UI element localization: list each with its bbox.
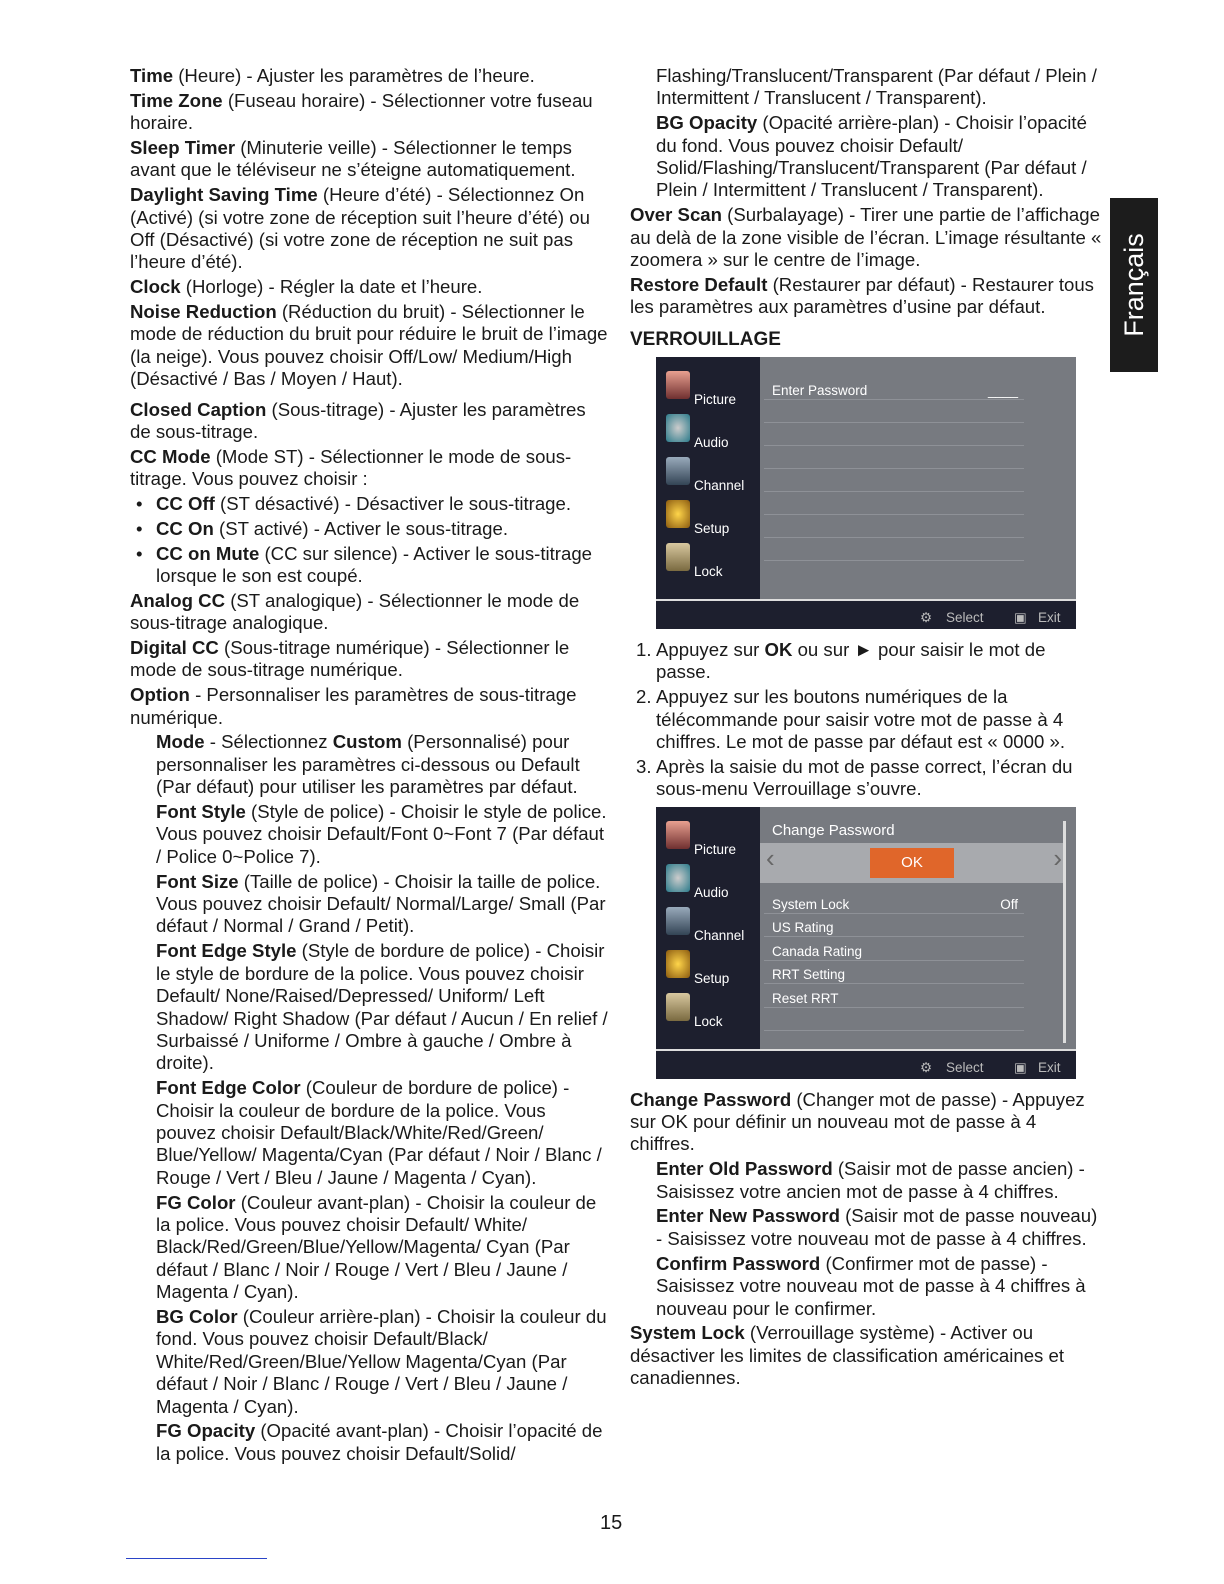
description: Appuyez sur <box>656 639 765 661</box>
term: BG Color <box>156 1305 238 1327</box>
channel-icon <box>666 907 690 935</box>
picture-icon <box>666 371 690 399</box>
description: (Verrouillage système) - Activer ou désactiver les limites de classification américaines et canadiennes. <box>630 1322 1065 1389</box>
paragraph <box>130 801 608 868</box>
exit-icon: ▣ <box>1014 610 1027 626</box>
menu-item-lock[interactable] <box>664 543 760 583</box>
paragraph <box>130 90 608 135</box>
description: Après la saisie du mot de passe correct, l’écran du sous-menu Verrouillage s’ouvre. <box>656 755 1073 800</box>
menu-item-label: Setup <box>694 521 730 537</box>
description: (Saisir mot de passe ancien) -Saisissez votre ancien mot de passe à 4 chiffres. <box>656 1158 1085 1202</box>
menu-row-empty <box>764 400 1024 423</box>
row-label: Reset RRT <box>772 990 839 1006</box>
menu-footer <box>656 599 1076 629</box>
menu-item-label: Setup <box>694 970 730 986</box>
menu-sidebar <box>656 357 760 600</box>
paragraph <box>130 493 608 515</box>
menu-row-empty <box>764 492 1024 515</box>
paragraph <box>630 686 1102 753</box>
description: (Opacité avant-plan) - Choisir l’opacité de la police. Vous pouvez choisir Default/Solid/ <box>156 1420 603 1464</box>
term: CC on Mute <box>156 542 260 564</box>
paragraph <box>130 871 608 938</box>
paragraph <box>630 1158 1102 1203</box>
description: Appuyez sur les boutons numériques de la télécommande pour saisir votre mot de passe à 4 chiffres. Le mot de passe par défaut est « 0000 ». <box>656 686 1065 753</box>
description: (Style de bordure de police) - Choisir le style de bordure de la police. Vous pouvez choisir Default/ None/Raised/Depressed/ Uniform/ Left Shadow/ Right Shadow (Par défaut / Aucun / En relief / Surbaissé / Uniforme / Ombre à gauche / Ombre à droite). <box>156 940 608 1074</box>
select-icon: ⚙ <box>920 1059 933 1075</box>
left-column <box>130 65 608 1468</box>
term: System Lock <box>630 1322 745 1344</box>
lock-icon <box>666 543 690 571</box>
description: (Taille de police) - Choisir la taille de police. Vous pouvez choisir Default/ Normal/Large/ Small (Par défaut / Normal / Grand / Petit). <box>156 870 606 937</box>
description: (Confirmer mot de passe) - Saisissez votre nouveau mot de passe à 4 chiffres à nouveau pour le confirmer. <box>656 1252 1086 1319</box>
description: (Style de police) - Choisir le style de police. Vous pouvez choisir Default/Font 0~Font 7 (Par défaut / Police 0~Police 7). <box>156 801 607 867</box>
menu-row[interactable] <box>764 914 1024 937</box>
term: OK <box>764 639 793 661</box>
term: FG Opacity <box>156 1420 256 1442</box>
paragraph <box>130 184 608 274</box>
menu-item-label: Picture <box>694 392 737 408</box>
paragraph <box>630 1089 1102 1156</box>
term: Font Style <box>156 801 246 823</box>
description: (ST analogique) - Sélectionner le mode de sous-titrage analogique. <box>130 589 580 634</box>
term: Analog CC <box>130 589 226 611</box>
description: - Sélectionnez <box>204 731 333 753</box>
paragraph <box>130 446 608 491</box>
description: - Personnaliser les paramètres de sous-titrage numérique. <box>130 684 577 728</box>
language-label: Français <box>1118 233 1149 337</box>
term: Daylight Saving Time <box>130 184 318 206</box>
description: (Fuseau horaire) - Sélectionner votre fuseau horaire. <box>130 89 593 134</box>
menu-row[interactable] <box>764 891 1024 914</box>
chevron-right-icon[interactable]: › <box>1053 842 1062 873</box>
paragraph <box>630 1253 1102 1320</box>
description: (CC sur silence) - Activer le sous-titrage lorsque le son est coupé. <box>156 542 593 587</box>
menu-row-empty <box>764 423 1024 446</box>
paragraph <box>130 1306 608 1418</box>
menu-row-empty <box>764 1008 1024 1031</box>
lock-icon <box>666 993 690 1021</box>
menu-item-label: Picture <box>694 841 737 857</box>
paragraph <box>630 112 1102 202</box>
term: Change Password <box>630 1088 792 1110</box>
menu-item-setup[interactable] <box>664 500 760 540</box>
description: (Couleur arrière-plan) - Choisir la couleur du fond. Vous pouvez choisir Default/Black/ White/Red/Green/Blue/Yellow Magenta/Cyan (Par défaut / Noir / Blanc / Rouge / Vert / Bleu / Jaune / Magenta / Cyan). <box>156 1305 607 1417</box>
term: Time <box>130 65 174 86</box>
step-number: 1. <box>636 639 652 661</box>
menu-footer <box>656 1049 1076 1079</box>
description: (Minuterie veille) - Sélectionner le temps avant que le téléviseur ne s’éteigne automatiquement. <box>130 137 576 181</box>
exit-hint: Exit <box>1038 1059 1061 1075</box>
row-label: US Rating <box>772 920 834 936</box>
term: Confirm Password <box>656 1252 821 1274</box>
menu-item-label: Channel <box>694 927 745 943</box>
description: (Personnalisé) pour personnaliser les paramètres ci-dessous ou Default (Par défaut) pour utiliser les paramètres par défaut. <box>156 731 580 798</box>
password-input[interactable]: ____ <box>987 383 1018 399</box>
menu-item-label: Audio <box>694 884 729 900</box>
term: Sleep Timer <box>130 137 236 158</box>
term: Font Edge Color <box>156 1077 301 1099</box>
step-number: 2. <box>636 686 652 708</box>
menu-item-channel[interactable] <box>664 907 760 947</box>
paragraph <box>130 301 608 391</box>
term: BG Opacity <box>656 112 758 134</box>
right-column <box>630 65 1102 1392</box>
paragraph <box>130 1420 608 1465</box>
term: CC Off <box>156 493 215 515</box>
term: Mode <box>156 731 205 753</box>
description: (Horloge) - Régler la date et l’heure. <box>180 276 483 298</box>
term: Time Zone <box>130 89 223 111</box>
menu-sidebar <box>656 807 760 1050</box>
description: (Heure d’été) - Sélectionnez On (Activé) (si votre zone de réception suit l’heure d’été) ou Off (Désactivé) (si votre zone de réception ne suit pas l’heure d’été). <box>130 184 590 273</box>
term: Enter Old Password <box>656 1158 833 1180</box>
menu-item-label: Lock <box>694 1013 723 1029</box>
ok-button[interactable]: OK <box>870 848 954 878</box>
page-number: 15 <box>600 1512 623 1534</box>
paragraph <box>630 639 1102 684</box>
exit-hint: Exit <box>1038 610 1061 626</box>
menu-row-empty <box>764 446 1024 469</box>
description: (Mode ST) - Sélectionner le mode de sous-titrage. Vous pouvez choisir : <box>130 445 572 490</box>
description: (Réduction du bruit) - Sélectionner le mode de réduction du bruit pour réduire le bruit de l’image (la neige). Vous pouvez choisir Off/Low/ Medium/High (Désactivé / Bas / Moyen / Haut). <box>130 301 608 390</box>
term: Font Size <box>156 870 239 892</box>
paragraph <box>130 137 608 182</box>
paragraph <box>130 276 608 298</box>
select-hint: Select <box>946 610 984 626</box>
row-label: System Lock <box>772 896 850 912</box>
paragraph <box>130 940 608 1074</box>
lock-password-screen <box>656 357 1076 629</box>
audio-icon <box>666 414 690 442</box>
select-hint: Select <box>946 1059 984 1075</box>
description: Flashing/Translucent/Transparent (Par défaut / Plein / Intermittent / Translucent / Transparent). <box>656 65 1097 109</box>
exit-icon: ▣ <box>1014 1059 1027 1075</box>
section-heading: VERROUILLAGE <box>630 328 781 350</box>
term: Option <box>130 684 190 706</box>
paragraph <box>130 1192 608 1304</box>
term: FG Color <box>156 1191 236 1213</box>
menu-row[interactable] <box>764 985 1024 1008</box>
menu-item-label: Audio <box>694 435 729 451</box>
term: Enter New Password <box>656 1205 840 1227</box>
paragraph <box>130 590 608 635</box>
description: (Surbalayage) - Tirer une partie de l’affichage au delà de la zone visible de l’écran. L’image résultante « zoomera » sur le centre de l’image. <box>630 204 1102 271</box>
menu-item-lock[interactable] <box>664 993 760 1033</box>
paragraph <box>630 756 1102 801</box>
description: (Restaurer par défaut) - Restaurer tous les paramètres aux paramètres d’usine par défaut. <box>630 273 1094 318</box>
menu-row-empty <box>764 538 1024 561</box>
description: (Changer mot de passe) - Appuyez sur OK pour définir un nouveau mot de passe à 4 chiffres. <box>630 1088 1085 1155</box>
term: Over Scan <box>630 204 722 226</box>
picture-icon <box>666 821 690 849</box>
term: Clock <box>130 276 181 298</box>
menu-row[interactable] <box>764 938 1024 961</box>
term: Noise Reduction <box>130 301 277 323</box>
paragraph <box>630 1322 1102 1389</box>
setup-icon <box>666 500 690 528</box>
description: (Heure) - Ajuster les paramètres de l’heure. <box>173 65 535 86</box>
paragraph <box>630 204 1102 271</box>
step-number: 3. <box>636 755 652 777</box>
description: (Couleur de bordure de police) - Choisir la couleur de bordure de la police. Vous pouvez choisir Default/Black/White/Red/Green/ Blue/Yellow/ Magenta/Cyan (Par défaut / Noir / Blanc / Rouge / Vert / Bleu / Jaune / Magenta / Cyan). <box>156 1077 602 1188</box>
paragraph <box>130 543 608 588</box>
row-label: RRT Setting <box>772 967 846 983</box>
menu-item-label: Lock <box>694 564 723 580</box>
term: CC Mode <box>130 445 211 467</box>
term: Closed Caption <box>130 398 267 420</box>
setup-icon <box>666 950 690 978</box>
menu-item-channel[interactable] <box>664 457 760 497</box>
change-password-label: Change Password <box>772 821 895 839</box>
channel-icon <box>666 457 690 485</box>
description: (Saisir mot de passe nouveau) - Saisissez votre nouveau mot de passe à 4 chiffres. <box>656 1205 1098 1249</box>
description: (Sous-titrage) - Ajuster les paramètres de sous-titrage. <box>130 398 586 443</box>
enter-password-label: Enter Password <box>772 383 868 399</box>
description: (ST désactivé) - Désactiver le sous-titrage. <box>214 493 572 515</box>
audio-icon <box>666 864 690 892</box>
divider <box>126 1558 267 1559</box>
term: Font Edge Style <box>156 940 297 962</box>
description: (Opacité arrière-plan) - Choisir l’opacité du fond. Vous pouvez choisir Default/ Solid/Flashing/Translucent/Transparent (Par défaut / Plein / Intermittent / Translucent / Transparent). <box>656 112 1087 201</box>
paragraph <box>130 518 608 540</box>
term: Custom <box>332 731 402 753</box>
row-label: Canada Rating <box>772 943 863 959</box>
paragraph <box>130 399 608 444</box>
row-value: Off <box>1000 896 1018 912</box>
description: (Sous-titrage numérique) - Sélectionner le mode de sous-titrage numérique. <box>130 637 570 681</box>
term: CC On <box>156 517 214 539</box>
description: (Couleur avant-plan) - Choisir la couleur de la police. Vous pouvez choisir Default/ White/ Black/Red/Green/Blue/Yellow/Magenta/ Cyan (Par défaut / Blanc / Noir / Rouge / Vert / Bleu / Jaune / Magenta / Cyan). <box>156 1191 597 1303</box>
change-password-row[interactable] <box>760 843 1066 883</box>
paragraph <box>130 1077 608 1189</box>
menu-item-setup[interactable] <box>664 950 760 990</box>
menu-item-audio[interactable] <box>664 864 760 904</box>
language-tab <box>1110 198 1158 372</box>
term: Restore Default <box>630 273 768 295</box>
term: Digital CC <box>130 637 219 659</box>
select-icon: ⚙ <box>920 610 933 626</box>
menu-item-label: Channel <box>694 478 745 494</box>
scrollbar[interactable] <box>1063 821 1066 1043</box>
chevron-left-icon[interactable]: ‹ <box>766 842 775 873</box>
paragraph <box>130 684 608 729</box>
description: ou sur ► pour saisir le mot de passe. <box>656 639 1046 683</box>
description: (ST activé) - Activer le sous-titrage. <box>213 517 508 539</box>
lock-menu-screen <box>656 807 1076 1079</box>
menu-row[interactable] <box>764 961 1024 984</box>
paragraph <box>130 731 608 798</box>
menu-item-audio[interactable] <box>664 414 760 454</box>
paragraph <box>630 274 1102 319</box>
menu-row-empty <box>764 469 1024 492</box>
menu-item-picture[interactable] <box>664 821 760 861</box>
menu-row-empty <box>764 515 1024 538</box>
paragraph <box>630 1205 1102 1250</box>
paragraph <box>130 637 608 682</box>
menu-item-picture[interactable] <box>664 371 760 411</box>
paragraph <box>130 65 608 87</box>
paragraph <box>630 65 1102 110</box>
